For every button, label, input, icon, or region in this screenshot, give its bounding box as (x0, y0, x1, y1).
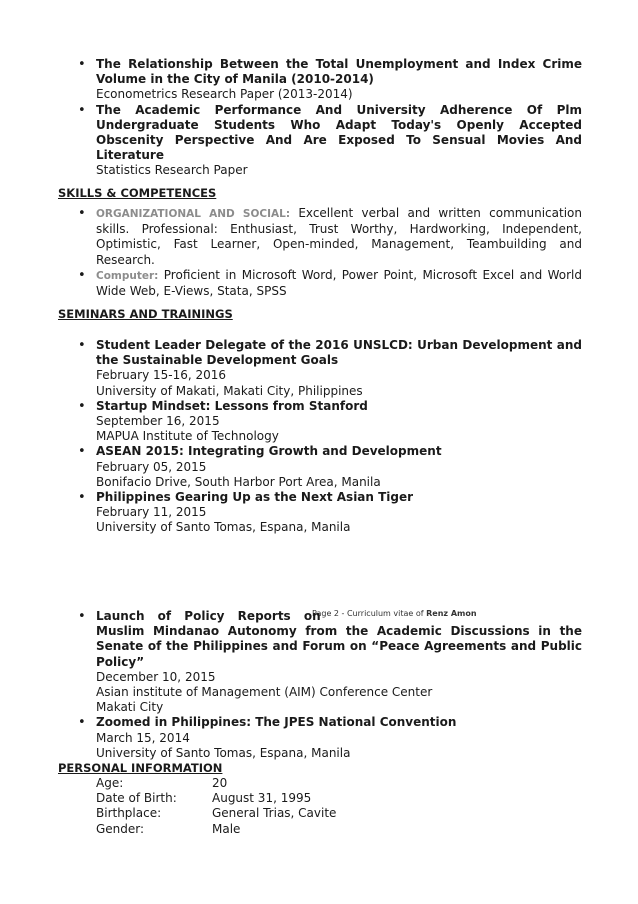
seminar-place: University of Santo Tomas, Espana, Manila (96, 745, 351, 760)
list-item (78, 715, 582, 761)
skill-label: Computer: (96, 269, 159, 282)
skill-text: Proficient in Microsoft Word, Power Point, Microsoft Excel and World Wide Web, E-Views, Stata, SPSS (96, 267, 582, 299)
seminar-place: University of Santo Tomas, Espana, Manila (96, 520, 351, 535)
research-subtitle: Econometrics Research Paper (2013-2014) (96, 87, 353, 102)
seminar-title: • Zoomed in Philippines: The JPES National Convention (96, 715, 457, 730)
list-item (78, 103, 582, 179)
seminar-date: March 15, 2014 (96, 730, 190, 745)
research-title: • The Relationship Between the Total Unemployment and Index Crime Volume in the City of Manila (2010-2014) (96, 57, 582, 87)
seminar-date: February 05, 2015 (96, 459, 207, 474)
list-item (78, 399, 582, 445)
personal-info (96, 776, 396, 837)
footer-prefix: Page 2 - Curriculum vitae of (312, 609, 427, 618)
seminar-title-first: • Launch of Policy Reports on (96, 609, 321, 623)
seminar-title: • ASEAN 2015: Integrating Growth and Development (96, 444, 442, 459)
seminar-place: MAPUA Institute of Technology (96, 429, 279, 444)
seminar-title: • Startup Mindset: Lessons from Stanford (96, 398, 368, 413)
seminar-place: Bonifacio Drive, South Harbor Port Area, Manila (96, 474, 381, 489)
seminars-list (78, 338, 582, 536)
list-item (78, 206, 582, 268)
personal-heading: PERSONAL INFORMATION (58, 761, 223, 775)
skill-label: ORGANIZATIONAL AND SOCIAL: (96, 208, 291, 220)
skills-list (78, 206, 582, 299)
list-item (78, 57, 582, 103)
research-list (78, 57, 582, 179)
skill-text: Excellent verbal and written communication skills. Professional: Enthusiast, Trust Worthy, Hardworking, Independent, Optimistic, Fast Learner, Open-minded, Management, Teambuilding and Research. (96, 206, 582, 267)
list-item (78, 338, 582, 399)
seminar-place: Makati City (96, 700, 164, 715)
seminar-title: • Student Leader Delegate of the 2016 UNSLCD: Urban Development and the Sustainable Development Goals (96, 338, 582, 368)
info-value: Male (212, 821, 241, 836)
info-key: Age: (96, 776, 124, 790)
seminar-title: • Philippines Gearing Up as the Next Asian Tiger (96, 490, 414, 505)
seminars-continued-list (78, 609, 582, 761)
research-title: • The Academic Performance And University Adherence Of Plm Undergraduate Students Who Adapt Today's Openly Accepted Obscenity Perspective And Are Exposed To Sensual Movies And Literature (96, 102, 582, 163)
info-row (96, 806, 396, 821)
research-subtitle: Statistics Research Paper (96, 163, 248, 178)
seminar-date: December 10, 2015 (96, 669, 216, 684)
info-row (96, 791, 396, 806)
info-row (96, 822, 396, 837)
list-item (78, 268, 582, 299)
info-value: August 31, 1995 (212, 791, 312, 806)
list-item (78, 609, 582, 715)
info-value: 20 (212, 776, 228, 790)
list-item (78, 444, 582, 490)
seminar-place: University of Makati, Makati City, Philippines (96, 383, 363, 398)
skills-heading: SKILLS & COMPETENCES (58, 186, 217, 200)
info-key: Birthplace: (96, 806, 162, 821)
info-row (96, 776, 396, 791)
seminar-date: February 15-16, 2016 (96, 368, 227, 383)
seminar-title-rest: Muslim Mindanao Autonomy from the Academic Discussions in the Senate of the Philippines and Forum on “Peace Agreements and Public Policy” (96, 624, 582, 669)
seminar-date: February 11, 2015 (96, 505, 207, 520)
list-item (78, 490, 582, 536)
seminar-place: Asian institute of Management (AIM) Conference Center (96, 685, 433, 700)
seminars-heading: SEMINARS AND TRAININGS (58, 307, 233, 321)
info-value: General Trias, Cavite (212, 806, 337, 821)
footer-name: Renz Amon (426, 609, 477, 618)
seminar-date: September 16, 2015 (96, 414, 220, 429)
info-key: Date of Birth: (96, 791, 177, 806)
info-key: Gender: (96, 821, 145, 836)
